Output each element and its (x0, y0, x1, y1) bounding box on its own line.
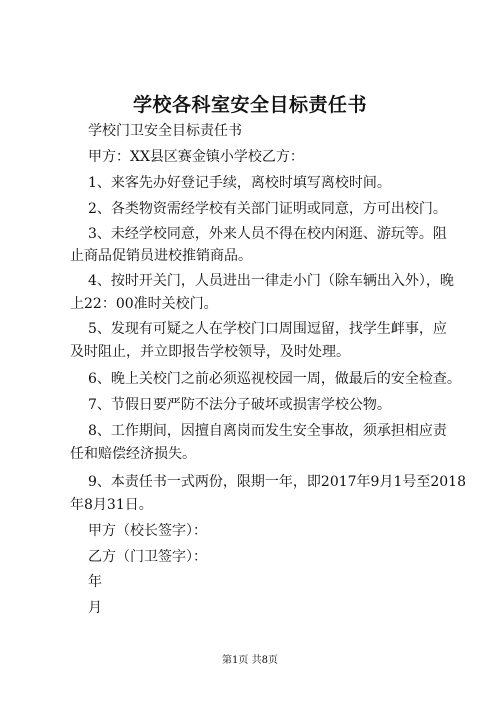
signature-party-b: 乙方（门卫签字）： (88, 549, 207, 565)
date-year: 年 (88, 574, 102, 590)
clause-6: 6、晚上关校门之前必须巡视校园一周，做最后的安全检查。 (88, 371, 461, 387)
clause-5: 5、发现有可疑之人在学校门口周围逗留，找学生衅事，应 (88, 321, 447, 337)
clause-2: 2、各类物资需经学校有关部门证明或同意，方可出校门。 (88, 201, 447, 217)
clause-8-cont: 任和赔偿经济损失。 (70, 446, 196, 462)
clause-7: 7、节假日要严防不法分子破坏或损害学校公物。 (88, 397, 391, 413)
document-title: 学校各科室安全目标责任书 (132, 94, 367, 116)
clause-3: 3、未经学校同意，外来人员不得在校内闲逛、游玩等。阻 (88, 226, 447, 242)
clause-8: 8、工作期间，因擅自离岗而发生安全事故，须承担相应责 (88, 423, 447, 439)
clause-4-cont: 上22：00准时关校门。 (70, 296, 218, 312)
clause-9: 9、本责任书一式两份，限期一年，即2017年9月1号至2018 (88, 474, 466, 490)
clause-5-cont: 及时阻止，并立即报告学校领导，及时处理。 (70, 344, 350, 360)
clause-4: 4、按时开关门，人员进出一律走小门（除车辆出入外），晚 (88, 273, 454, 289)
clause-9-cont: 年8月31日。 (70, 497, 153, 513)
section-heading: 学校门卫安全目标责任书 (88, 123, 242, 139)
clause-1: 1、来客先办好登记手续，离校时填写离校时间。 (88, 175, 391, 191)
clause-3-cont: 止商品促销员进校推销商品。 (70, 248, 252, 264)
signature-party-a: 甲方（校长签字）： (88, 523, 207, 539)
date-month: 月 (88, 600, 102, 616)
page-indicator: 第1页 共8页 (222, 655, 278, 666)
party-line: 甲方：XX县区赛金镇小学校乙方： (88, 149, 304, 165)
